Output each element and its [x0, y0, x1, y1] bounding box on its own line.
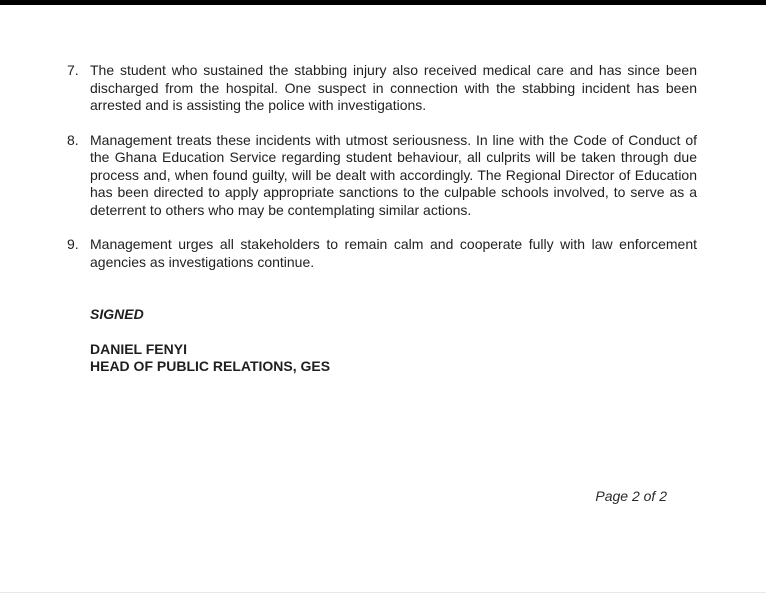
list-item-7 [67, 62, 697, 115]
page-number-indicator: Page 2 of 2 [595, 488, 667, 504]
page-footer [595, 488, 667, 506]
list-item-text: Management urges all stakeholders to remain calm and cooperate fully with law enforcement agencies as investigations continue. [90, 236, 697, 270]
list-item-number: 7. [67, 62, 79, 78]
list-item-8 [67, 132, 697, 220]
signed-label: SIGNED [90, 306, 144, 322]
document-body [67, 62, 697, 376]
signature-block [90, 306, 697, 376]
scan-edge-top-bar [0, 0, 766, 5]
list-item-text: The student who sustained the stabbing injury also received medical care and has since been discharged from the hospital. One suspect in connection with the stabbing incident has been arrested and is assisting the police with investigations. [90, 62, 697, 113]
list-item-number: 8. [67, 131, 79, 148]
list-item-text: Management treats these incidents with utmost seriousness. In line with the Code of Conduct of the Ghana Education Service regarding student behaviour, all culprits will be taken through due process and, when found guilty, will be dealt with accordingly. The Regional Director of Education has been directed to apply appropriate sanctions to the culpable schools involved, to serve as a deterrent to others who may be contemplating similar actions. [90, 131, 697, 218]
list-item-number: 9. [67, 236, 79, 252]
list-item-9 [67, 236, 697, 271]
signatory-title: HEAD OF PUBLIC RELATIONS, GES [90, 358, 331, 374]
signatory-name: DANIEL FENYI [90, 340, 187, 357]
signatory [90, 341, 697, 376]
